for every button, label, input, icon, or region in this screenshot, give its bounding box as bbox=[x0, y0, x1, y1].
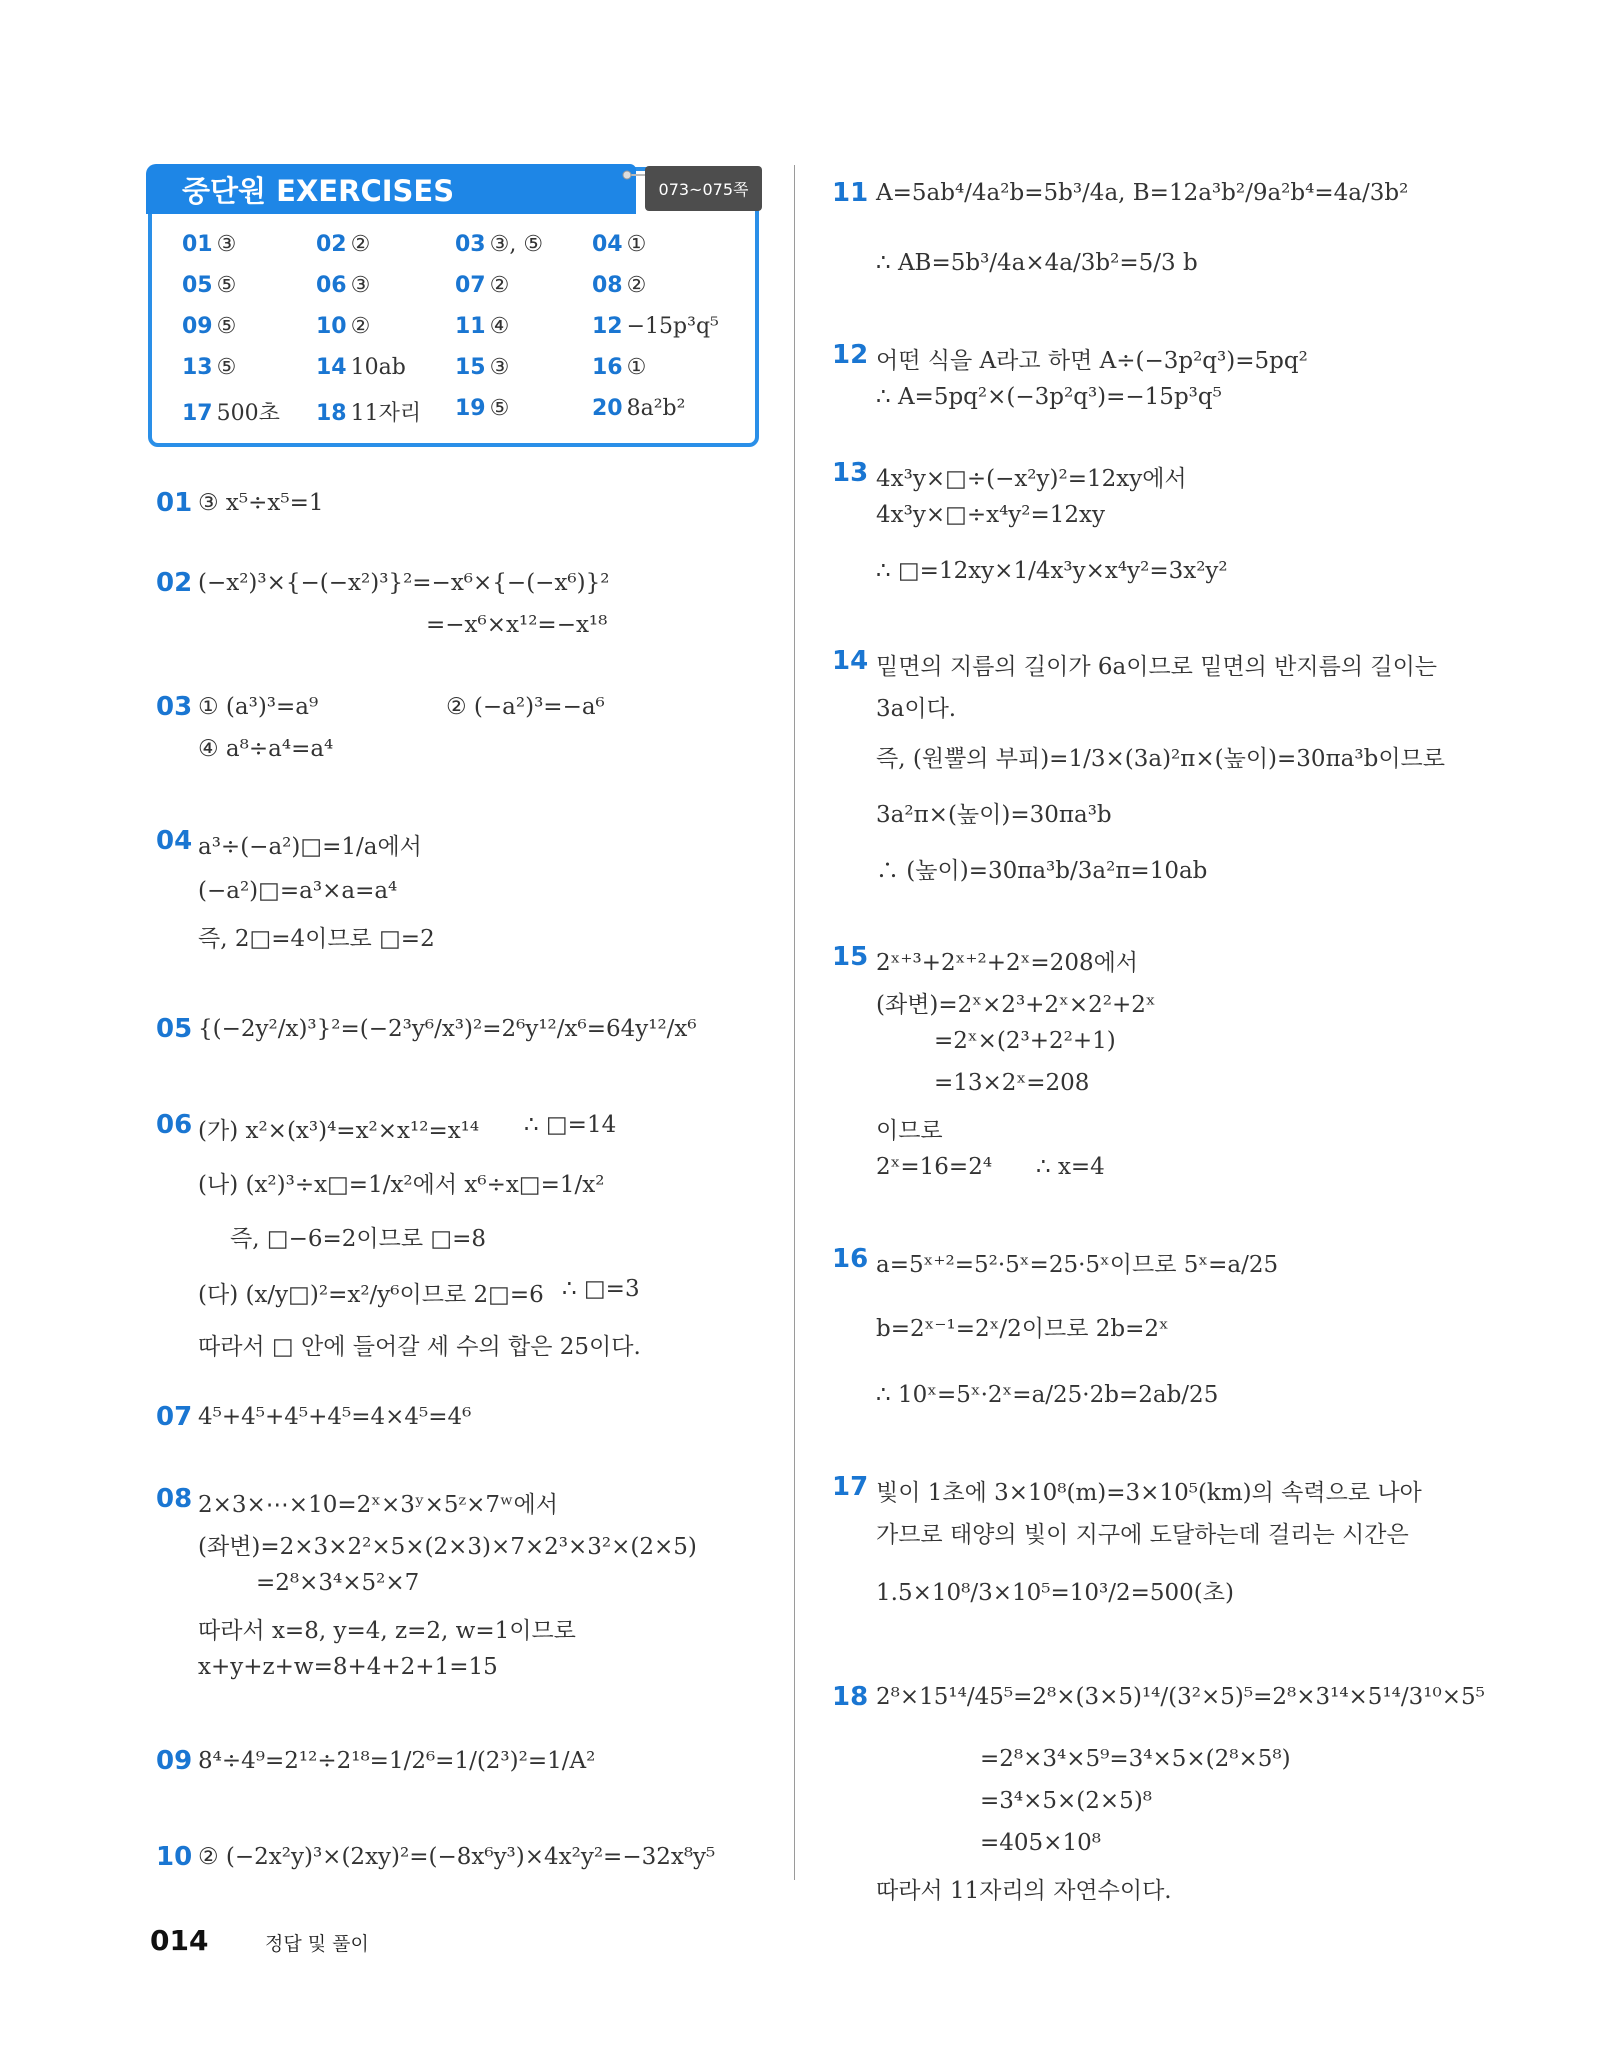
answer-value: −15p³q⁵ bbox=[626, 314, 719, 339]
answer-value: ③ bbox=[350, 273, 371, 298]
answer-item bbox=[592, 396, 685, 421]
answer-value: ⑤ bbox=[216, 314, 237, 339]
answer-item bbox=[316, 314, 370, 339]
answer-item bbox=[182, 396, 280, 427]
solution-line: ∴ x=4 bbox=[1036, 1154, 1105, 1180]
answer-item bbox=[455, 273, 509, 298]
answer-number: 17 bbox=[182, 401, 213, 426]
solution-line: 2×3×⋯×10=2ˣ×3ʸ×5ᶻ×7ʷ에서 bbox=[198, 1492, 558, 1518]
column-divider bbox=[794, 165, 795, 1880]
solution-line: =2⁸×3⁴×5⁹=3⁴×5×(2⁸×5⁸) bbox=[980, 1746, 1291, 1772]
answer-value: ② bbox=[626, 273, 647, 298]
page-range-tag: 073~075쪽 bbox=[645, 166, 762, 211]
solution-number: 04 bbox=[156, 826, 193, 856]
answer-item bbox=[455, 232, 543, 257]
answer-value: ⑤ bbox=[216, 355, 237, 380]
solution-line: 빛이 1초에 3×10⁸(m)=3×10⁵(km)의 속력으로 나아 bbox=[876, 1480, 1422, 1506]
solution-line: ∴ □=14 bbox=[524, 1112, 617, 1138]
solution-line: ∴ □=3 bbox=[562, 1276, 640, 1302]
solution-line: (다) (x/y□)²=x²/y⁶이므로 2□=6 bbox=[198, 1282, 544, 1308]
answer-number: 03 bbox=[455, 232, 486, 257]
solution-number: 02 bbox=[156, 568, 193, 598]
solution-line: (가) x²×(x³)⁴=x²×x¹²=x¹⁴ bbox=[198, 1118, 480, 1144]
solution-line: 2⁸×15¹⁴/45⁵=2⁸×(3×5)¹⁴/(3²×5)⁵=2⁸×3¹⁴×5¹⁴/3¹⁰×5⁵ bbox=[876, 1684, 1485, 1710]
answer-number: 13 bbox=[182, 355, 213, 380]
solution-line: a³÷(−a²)□=1/a에서 bbox=[198, 834, 422, 860]
solution-number: 15 bbox=[832, 942, 869, 972]
solution-line: 즉, (원뿔의 부피)=1/3×(3a)²π×(높이)=30πa³b이므로 bbox=[876, 746, 1445, 772]
answer-value: 8a²b² bbox=[626, 396, 686, 421]
answer-value: ③ bbox=[489, 355, 510, 380]
solution-line: =13×2ˣ=208 bbox=[934, 1070, 1090, 1096]
solution-line: 어떤 식을 A라고 하면 A÷(−3p²q³)=5pq² bbox=[876, 348, 1308, 374]
answer-value: ② bbox=[350, 314, 371, 339]
answer-item bbox=[592, 314, 719, 339]
solution-number: 12 bbox=[832, 340, 869, 370]
answer-value: ⑤ bbox=[489, 396, 510, 421]
solution-number: 10 bbox=[156, 1842, 193, 1872]
solution-line: 2ˣ=16=2⁴ bbox=[876, 1154, 993, 1180]
solution-line: 따라서 □ 안에 들어갈 세 수의 합은 25이다. bbox=[198, 1334, 641, 1360]
answer-item bbox=[455, 396, 509, 421]
answer-value: ④ bbox=[489, 314, 510, 339]
section-title: 정답 및 풀이 bbox=[265, 1933, 369, 1955]
answer-number: 19 bbox=[455, 396, 486, 421]
solution-line: ② (−a²)³=−a⁶ bbox=[446, 694, 605, 720]
solution-number: 11 bbox=[832, 178, 869, 208]
solution-number: 05 bbox=[156, 1014, 193, 1044]
answer-number: 10 bbox=[316, 314, 347, 339]
answer-item bbox=[182, 355, 236, 380]
solution-number: 16 bbox=[832, 1244, 869, 1274]
solution-line: 8⁴÷4⁹=2¹²÷2¹⁸=1/2⁶=1/(2³)²=1/A² bbox=[198, 1748, 596, 1774]
solution-line: ② (−2x²y)³×(2xy)²=(−8x⁶y³)×4x²y²=−32x⁸y⁵ bbox=[198, 1844, 716, 1870]
solution-number: 08 bbox=[156, 1484, 193, 1514]
solution-number: 06 bbox=[156, 1110, 193, 1140]
page-number: 014 bbox=[150, 1924, 209, 1957]
answer-number: 02 bbox=[316, 232, 347, 257]
solution-line: ∴ (높이)=30πa³b/3a²π=10ab bbox=[876, 858, 1208, 884]
solution-line: 2ˣ⁺³+2ˣ⁺²+2ˣ=208에서 bbox=[876, 950, 1139, 976]
solution-line: =−x⁶×x¹²=−x¹⁸ bbox=[426, 612, 608, 638]
solution-line: 4x³y×□÷(−x²y)²=12xy에서 bbox=[876, 466, 1187, 492]
solution-line: 4x³y×□÷x⁴y²=12xy bbox=[876, 502, 1106, 528]
answer-box-title: 중단원 EXERCISES bbox=[146, 164, 636, 214]
solution-line: =3⁴×5×(2×5)⁸ bbox=[980, 1788, 1153, 1814]
solution-line: ③ x⁵÷x⁵=1 bbox=[198, 490, 324, 516]
answer-value: 10ab bbox=[350, 355, 406, 380]
answer-value: ③, ⑤ bbox=[489, 232, 544, 257]
solution-line: 4⁵+4⁵+4⁵+4⁵=4×4⁵=4⁶ bbox=[198, 1404, 472, 1430]
solution-line: ∴ AB=5b³/4a×4a/3b²=5/3 b bbox=[876, 250, 1198, 276]
solution-number: 01 bbox=[156, 488, 193, 518]
answer-item bbox=[316, 355, 406, 380]
answer-item bbox=[182, 273, 236, 298]
answer-value: ② bbox=[350, 232, 371, 257]
solution-line: ∴ □=12xy×1/4x³y×x⁴y²=3x²y² bbox=[876, 558, 1228, 584]
solution-line: b=2ˣ⁻¹=2ˣ/2이므로 2b=2ˣ bbox=[876, 1316, 1169, 1342]
solution-number: 17 bbox=[832, 1472, 869, 1502]
answer-number: 05 bbox=[182, 273, 213, 298]
solution-line: ∴ A=5pq²×(−3p²q³)=−15p³q⁵ bbox=[876, 384, 1222, 410]
answer-item bbox=[316, 396, 421, 427]
answer-number: 15 bbox=[455, 355, 486, 380]
solution-line: ∴ 10ˣ=5ˣ·2ˣ=a/25·2b=2ab/25 bbox=[876, 1382, 1219, 1408]
solution-line: =2⁸×3⁴×5²×7 bbox=[256, 1570, 420, 1596]
solution-line: {(−2y²/x)³}²=(−2³y⁶/x³)²=2⁶y¹²/x⁶=64y¹²/x⁶ bbox=[198, 1016, 697, 1042]
answer-number: 07 bbox=[455, 273, 486, 298]
solution-line: (−a²)□=a³×a=a⁴ bbox=[198, 878, 398, 904]
answer-item bbox=[182, 232, 236, 257]
solution-line: 3a²π×(높이)=30πa³b bbox=[876, 802, 1112, 828]
solution-line: 가므로 태양의 빛이 지구에 도달하는데 걸리는 시간은 bbox=[876, 1522, 1409, 1548]
solution-line: (좌변)=2ˣ×2³+2ˣ×2²+2ˣ bbox=[876, 992, 1156, 1018]
answer-number: 14 bbox=[316, 355, 347, 380]
answer-value: 11자리 bbox=[350, 401, 422, 426]
answer-value: ① bbox=[626, 232, 647, 257]
solution-line: (나) (x²)³÷x□=1/x²에서 x⁶÷x□=1/x² bbox=[198, 1172, 605, 1198]
answer-number: 01 bbox=[182, 232, 213, 257]
solution-line: 1.5×10⁸/3×10⁵=10³/2=500(초) bbox=[876, 1580, 1234, 1606]
answer-value: ① bbox=[626, 355, 647, 380]
answer-number: 18 bbox=[316, 401, 347, 426]
answer-number: 11 bbox=[455, 314, 486, 339]
solution-line: 3a이다. bbox=[876, 696, 957, 722]
answer-item bbox=[455, 355, 509, 380]
answer-value: ⑤ bbox=[216, 273, 237, 298]
answer-number: 20 bbox=[592, 396, 623, 421]
solution-line: (−x²)³×{−(−x²)³}²=−x⁶×{−(−x⁶)}² bbox=[198, 570, 610, 596]
solution-line: x+y+z+w=8+4+2+1=15 bbox=[198, 1654, 498, 1680]
answer-item bbox=[316, 273, 370, 298]
solution-line: 따라서 x=8, y=4, z=2, w=1이므로 bbox=[198, 1618, 576, 1644]
solution-line: 이므로 bbox=[876, 1118, 943, 1144]
answer-item bbox=[592, 355, 646, 380]
solution-line: 즉, □−6=2이므로 □=8 bbox=[230, 1226, 486, 1252]
answer-number: 06 bbox=[316, 273, 347, 298]
solution-number: 03 bbox=[156, 692, 193, 722]
solution-number: 09 bbox=[156, 1746, 193, 1776]
answer-number: 08 bbox=[592, 273, 623, 298]
solution-line: 따라서 11자리의 자연수이다. bbox=[876, 1878, 1172, 1904]
answer-number: 04 bbox=[592, 232, 623, 257]
solution-line: 즉, 2□=4이므로 □=2 bbox=[198, 926, 435, 952]
answer-number: 12 bbox=[592, 314, 623, 339]
answer-value: ③ bbox=[216, 232, 237, 257]
answer-item bbox=[592, 273, 646, 298]
solution-line: A=5ab⁴/4a²b=5b³/4a, B=12a³b²/9a²b⁴=4a/3b² bbox=[876, 180, 1409, 206]
solution-number: 14 bbox=[832, 646, 869, 676]
answer-number: 16 bbox=[592, 355, 623, 380]
answer-item bbox=[316, 232, 370, 257]
answer-number: 09 bbox=[182, 314, 213, 339]
answer-value: 500초 bbox=[216, 401, 280, 426]
answer-value: ② bbox=[489, 273, 510, 298]
solution-line: a=5ˣ⁺²=5²·5ˣ=25·5ˣ이므로 5ˣ=a/25 bbox=[876, 1252, 1279, 1278]
solution-number: 07 bbox=[156, 1402, 193, 1432]
answer-item bbox=[455, 314, 509, 339]
solution-line: ④ a⁸÷a⁴=a⁴ bbox=[198, 736, 334, 762]
solution-line: =2ˣ×(2³+2²+1) bbox=[934, 1028, 1116, 1054]
solution-number: 18 bbox=[832, 1682, 869, 1712]
answer-item bbox=[182, 314, 236, 339]
solution-line: ① (a³)³=a⁹ bbox=[198, 694, 319, 720]
solution-line: =405×10⁸ bbox=[980, 1830, 1101, 1856]
solution-number: 13 bbox=[832, 458, 869, 488]
solution-line: (좌변)=2×3×2²×5×(2×3)×7×2³×3²×(2×5) bbox=[198, 1534, 697, 1560]
solution-line: 밑면의 지름의 길이가 6a이므로 밑면의 반지름의 길이는 bbox=[876, 654, 1438, 680]
answer-item bbox=[592, 232, 646, 257]
